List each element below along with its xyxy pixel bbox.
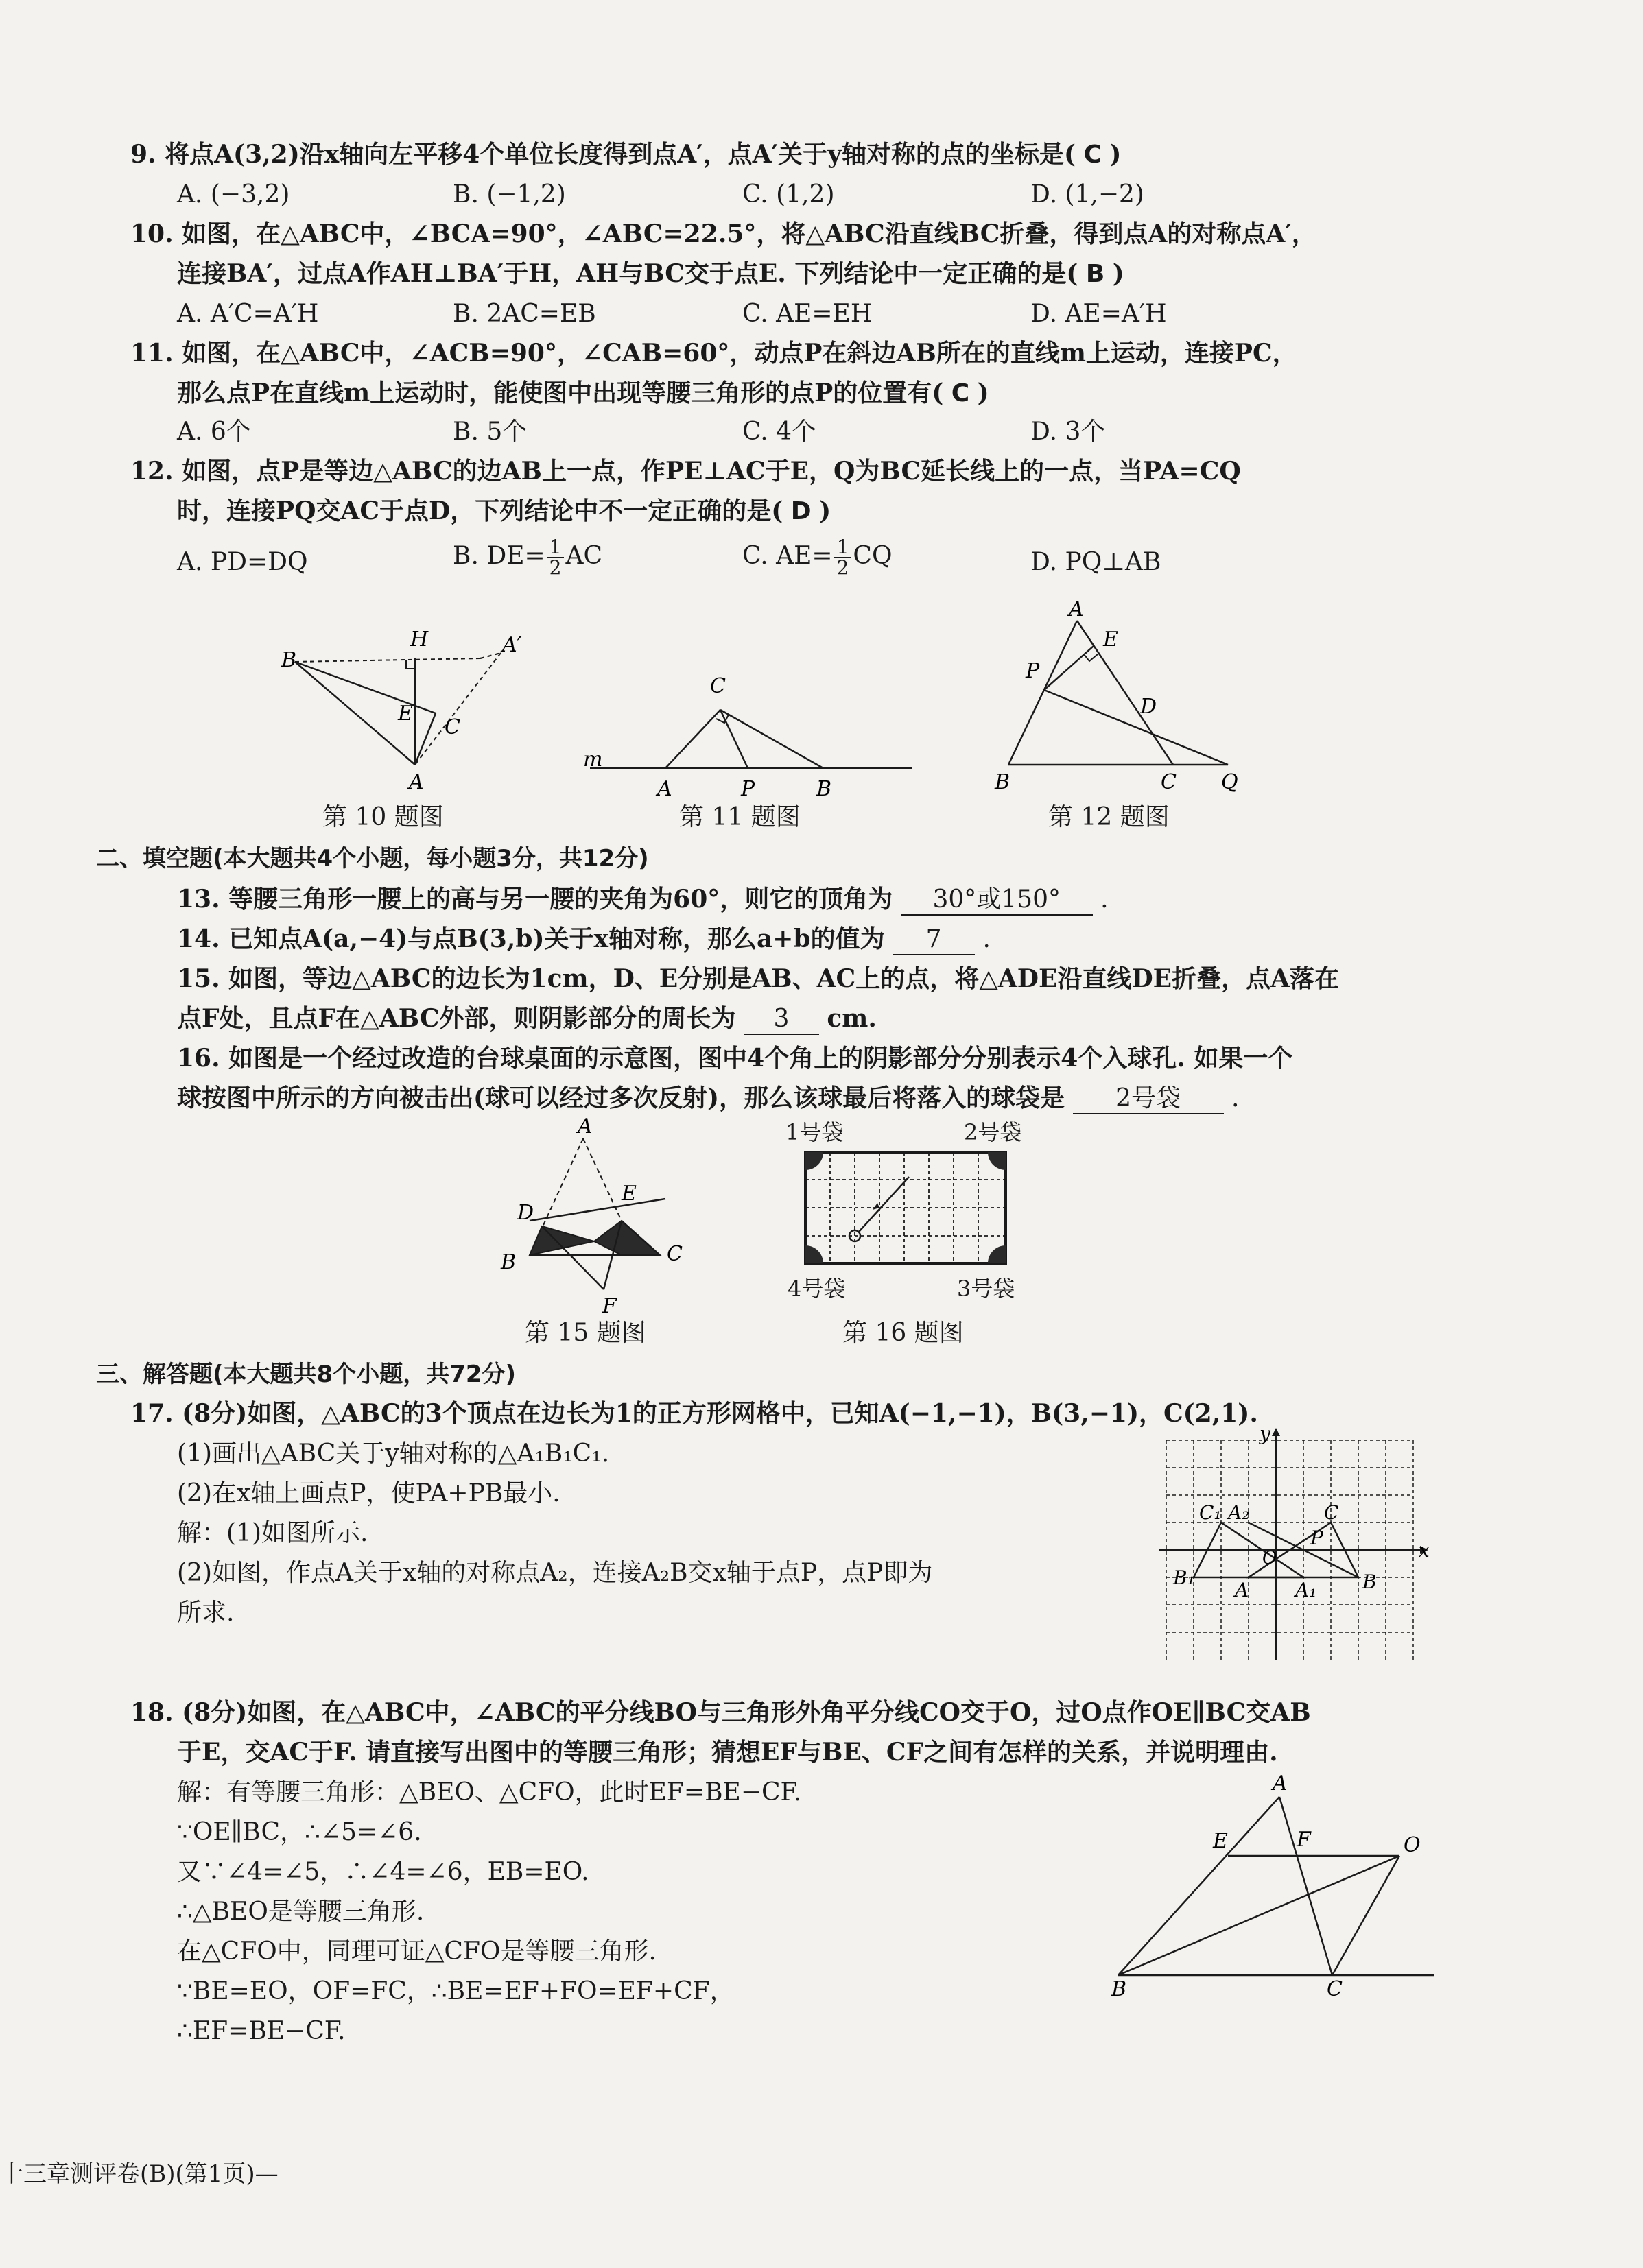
fig11-label-m: m [583, 748, 603, 772]
q16-answer: 2号袋 [1073, 1084, 1224, 1114]
pocket-3-label: 3号袋 [957, 1276, 1015, 1302]
caption-fig10: 第 10 题图 [322, 803, 444, 831]
q17-line1: 17. (8分)如图，△ABC的3个顶点在边长为1的正方形网格中，已知A(−1,−1)，B(3,−1)，C(2,1). [130, 1399, 1258, 1428]
q15-line1: 15. 如图，等边△ABC的边长为1cm，D、E分别是AB、AC上的点，将△ADE沿直线DE折叠，点A落在 [177, 964, 1340, 993]
fig15-label-D: D [517, 1201, 534, 1225]
caption-fig12: 第 12 题图 [1048, 803, 1170, 831]
fig18-label-C: C [1327, 1977, 1343, 2001]
q17-solution-2a: (2)如图，作点A关于x轴的对称点A₂，连接A₂B交x轴于点P，点P即为 [177, 1559, 933, 1587]
q13: 13. 等腰三角形一腰上的高与另一腰的夹角为60°，则它的顶角为 30°或150° . [177, 885, 1109, 916]
q11-option-d: D. 3个 [1030, 418, 1106, 446]
q9-answer: C [1083, 141, 1102, 169]
q18-solution-5: 在△CFO中，同理可证△CFO是等腰三角形. [177, 1937, 657, 1966]
q18-solution-1: 解：有等腰三角形：△BEO、△CFO，此时EF=BE−CF. [177, 1778, 802, 1806]
figure-17 [1159, 1422, 1434, 1660]
fig10-label-E: E [398, 702, 413, 726]
fig15-label-C: C [667, 1242, 683, 1266]
fig17-label-A: A [1235, 1579, 1249, 1601]
q12-answer: D [790, 497, 812, 525]
q10-option-d: D. AE=A′H [1030, 300, 1167, 328]
fig10-label-B: B [281, 648, 297, 672]
q11-line1: 11. 如图，在△ABC中，∠ACB=90°，∠CAB=60°，动点P在斜边AB所在的直线m上运动，连接PC， [130, 339, 1297, 368]
q12-option-a: A. PD=DQ [177, 548, 308, 576]
q18-solution-6: ∵BE=EO，OF=FC，∴BE=EF+FO=EF+CF， [177, 1977, 735, 2005]
q18-solution-3: 又∵∠4=∠5，∴∠4=∠6，EB=EO. [177, 1858, 589, 1886]
q10-line1: 10. 如图，在△ABC中，∠BCA=90°，∠ABC=22.5°，将△ABC沿直线BC折叠，得到点A的对称点A′， [130, 219, 1316, 248]
fig15-label-E: E [622, 1182, 637, 1206]
q16-line1: 16. 如图是一个经过改造的台球桌面的示意图，图中4个角上的阴影部分分别表示4个入球孔. 如果一个 [177, 1044, 1293, 1073]
caption-fig16: 第 16 题图 [842, 1319, 964, 1347]
fig17-label-y: y [1260, 1422, 1270, 1445]
q18-line1: 18. (8分)如图，在△ABC中，∠ABC的平分线BO与三角形外角平分线CO交于O，过O点作OE∥BC交AB [130, 1698, 1311, 1727]
q9-option-a: A. (−3,2) [177, 180, 290, 208]
q9-option-c: C. (1,2) [742, 180, 835, 208]
q12-option-b: B. DE= $\frac{1}{2}$ AC [453, 536, 603, 579]
q10-answer: B [1085, 260, 1105, 288]
q16-line2: 球按图中所示的方向被击出(球可以经过多次反射)，那么该球最后将落入的球袋是 2号袋 . [177, 1084, 1239, 1114]
q10-option-a: A. A′C=A′H [177, 300, 319, 328]
q13-answer: 30°或150° [901, 885, 1093, 916]
fig17-label-P: P [1310, 1527, 1323, 1549]
q18-solution-4: ∴△BEO是等腰三角形. [177, 1898, 425, 1926]
fig15-label-F: F [602, 1294, 617, 1318]
page-footer: 十三章测评卷(B)(第1页)— [0, 2160, 279, 2188]
q12-line1: 12. 如图，点P是等边△ABC的边AB上一点，作PE⊥AC于E，Q为BC延长线上的一点，当PA=CQ [130, 457, 1241, 486]
fig12-label-P: P [1026, 659, 1040, 683]
fig17-label-x: x [1419, 1539, 1430, 1562]
q17-solution-1: 解：(1)如图所示. [177, 1519, 368, 1547]
fig17-label-B1: B₁ [1173, 1566, 1195, 1589]
fig11-label-P: P [741, 777, 755, 801]
fig17-label-B: B [1362, 1571, 1377, 1593]
fig10-label-A: A [409, 770, 424, 794]
fig10-label-H: H [410, 628, 429, 652]
fig17-label-C: C [1324, 1501, 1339, 1524]
fig18-label-A: A [1273, 1771, 1288, 1795]
pocket-1-label: 1号袋 [785, 1119, 844, 1145]
caption-fig11: 第 11 题图 [679, 803, 801, 831]
fig11-label-C: C [710, 674, 726, 698]
fig12-label-B: B [995, 770, 1010, 794]
q14-answer: 7 [893, 924, 975, 955]
q10-option-b: B. 2AC=EB [453, 300, 596, 328]
q9-option-b: B. (−1,2) [453, 180, 566, 208]
q12-option-d: D. PQ⊥AB [1030, 548, 1161, 576]
pocket-2-label: 2号袋 [964, 1119, 1022, 1145]
q17-sub1: (1)画出△ABC关于y轴对称的△A₁B₁C₁. [177, 1440, 610, 1468]
fig18-label-O: O [1404, 1833, 1421, 1857]
fig15-label-B: B [501, 1250, 517, 1274]
pocket-4-label: 4号袋 [788, 1276, 846, 1302]
fig17-label-A2: A₂ [1228, 1501, 1250, 1524]
q12-line2: 时，连接PQ交AC于点D，下列结论中不一定正确的是( D ) [177, 497, 831, 525]
fig17-label-A1: A₁ [1295, 1579, 1317, 1601]
figure-15 [487, 1114, 693, 1318]
q17-solution-2b: 所求. [177, 1599, 235, 1627]
fig12-label-E: E [1103, 628, 1118, 652]
q11-option-c: C. 4个 [742, 418, 817, 446]
q15-answer: 3 [744, 1004, 819, 1035]
fig17-label-C1: C₁ [1199, 1501, 1222, 1524]
figure-11 [576, 658, 919, 809]
q11-option-a: A. 6个 [177, 418, 251, 446]
q10-line2: 连接BA′，过点A作AH⊥BA′于H，AH与BC交于点E. 下列结论中一定正确的是( B ) [177, 259, 1124, 288]
figure-10 [274, 617, 521, 809]
figure-18 [1098, 1769, 1441, 2001]
section-solutions: 三、解答题(本大题共8个小题，共72分) [96, 1361, 517, 1388]
fig11-label-B: B [816, 777, 832, 801]
fig10-label-C: C [445, 715, 460, 739]
fig18-label-B: B [1111, 1977, 1127, 2001]
q12-option-c: C. AE= $\frac{1}{2}$ CQ [742, 536, 893, 579]
fig17-label-O: O [1262, 1548, 1277, 1568]
q10-option-c: C. AE=EH [742, 300, 873, 328]
fig18-label-F: F [1297, 1828, 1311, 1852]
fig18-label-E: E [1213, 1829, 1228, 1853]
fig12-label-C: C [1161, 770, 1177, 794]
q18-solution-7: ∴EF=BE−CF. [177, 2017, 346, 2045]
section-fill-in-blank: 二、填空题(本大题共4个小题，每小题3分，共12分) [96, 845, 649, 872]
q9-stem: 9. 将点A(3,2)沿x轴向左平移4个单位长度得到点A′，点A′关于y轴对称的点的坐标是( C ) [130, 140, 1122, 169]
q11-answer: C [951, 379, 970, 407]
q18-line2: 于E，交AC于F. 请直接写出图中的等腰三角形；猜想EF与BE、CF之间有怎样的关系，并说明理由. [177, 1738, 1278, 1767]
q14: 14. 已知点A(a,−4)与点B(3,b)关于x轴对称，那么a+b的值为 7 . [177, 924, 991, 955]
fig15-label-A: A [578, 1114, 593, 1138]
q15-line2: 点F处，且点F在△ABC外部，则阴影部分的周长为 3 cm. [177, 1004, 877, 1035]
q11-option-b: B. 5个 [453, 418, 528, 446]
q11-line2: 那么点P在直线m上运动时，能使图中出现等腰三角形的点P的位置有( C ) [177, 379, 989, 407]
q9-option-d: D. (1,−2) [1030, 180, 1144, 208]
figure-16 [803, 1149, 1008, 1266]
q17-sub2: (2)在x轴上画点P，使PA+PB最小. [177, 1479, 560, 1507]
caption-fig15: 第 15 题图 [525, 1319, 646, 1347]
q18-solution-2: ∵OE∥BC，∴∠5=∠6. [177, 1818, 422, 1846]
fig10-label-A-prime: A′ [502, 633, 522, 657]
figure-12 [967, 590, 1255, 809]
fig11-label-A: A [657, 777, 672, 801]
fig12-label-D: D [1140, 695, 1157, 719]
fig12-label-A: A [1069, 597, 1084, 621]
fig12-label-Q: Q [1221, 770, 1238, 794]
